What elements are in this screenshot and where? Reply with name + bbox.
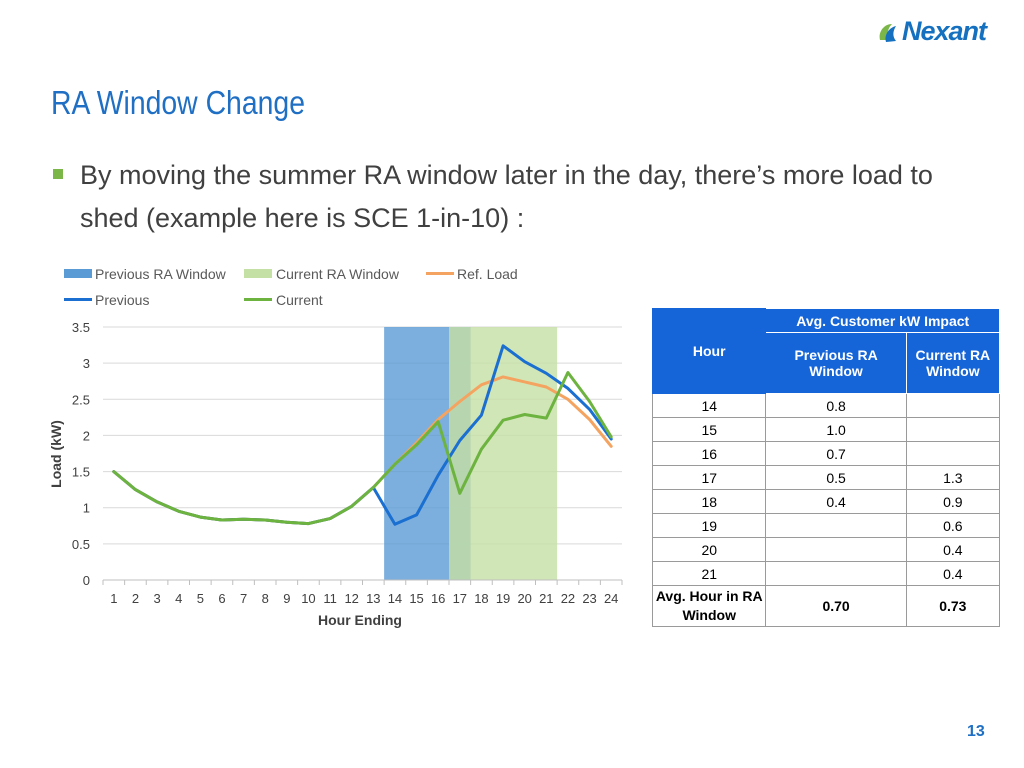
cell-curr: 0.4 (906, 562, 999, 586)
x-tick-label: 10 (301, 591, 316, 606)
y-tick-label: 0 (82, 573, 90, 588)
cell-prev: 0.4 (766, 490, 906, 514)
cell-hour: 20 (653, 538, 766, 562)
table-row (653, 490, 1000, 514)
cell-curr: 0.6 (906, 514, 999, 538)
cell-prev (766, 514, 906, 538)
y-axis-title: Load (kW) (48, 420, 64, 488)
col-header-curr: Current RA Window (906, 333, 999, 394)
cell-hour: 15 (653, 418, 766, 442)
cell-avg-curr: 0.73 (906, 586, 999, 627)
cell-prev: 1.0 (766, 418, 906, 442)
table-row (653, 418, 1000, 442)
legend-label-curr-window: Current RA Window (276, 266, 399, 282)
cell-avg-prev: 0.70 (766, 586, 906, 627)
cell-curr (906, 394, 999, 418)
x-tick-label: 19 (495, 591, 511, 606)
col-super-header: Avg. Customer kW Impact (766, 309, 1000, 333)
x-tick-label: 24 (603, 591, 619, 606)
cell-hour: 19 (653, 514, 766, 538)
impact-table (652, 308, 1000, 627)
x-tick-label: 20 (517, 591, 532, 606)
y-tick-label: 0.5 (71, 536, 90, 552)
x-tick-label: 9 (283, 591, 291, 606)
logo-text: Nexant (902, 16, 987, 46)
cell-hour: 17 (653, 466, 766, 490)
bullet-text: By moving the summer RA window later in the day, there’s more load to shed (example here is SCE 1-in-10) : (80, 160, 933, 233)
cell-curr (906, 418, 999, 442)
x-tick-label: 7 (239, 591, 248, 606)
y-tick-label: 1 (82, 500, 90, 516)
x-tick-label: 21 (539, 591, 554, 606)
y-tick-label: 3.5 (71, 320, 90, 335)
cell-hour: 14 (653, 394, 766, 418)
x-tick-label: 16 (430, 591, 446, 606)
x-tick-label: 5 (196, 591, 204, 606)
cell-curr: 0.4 (906, 538, 999, 562)
table-row (653, 466, 1000, 490)
y-tick-label: 2 (82, 428, 90, 444)
x-tick-label: 3 (153, 591, 161, 606)
y-tick-label: 3 (82, 356, 90, 372)
slide-title: RA Window Change (51, 84, 305, 121)
y-tick-label: 2.5 (71, 392, 90, 408)
x-tick-label: 13 (366, 591, 381, 606)
x-tick-label: 22 (560, 591, 576, 606)
x-tick-label: 4 (175, 591, 183, 606)
cell-hour: 18 (653, 490, 766, 514)
x-tick-label: 1 (110, 591, 118, 606)
col-header-prev: Previous RA Window (766, 333, 906, 394)
legend-label-current: Current (276, 292, 323, 308)
cell-curr: 1.3 (906, 466, 999, 490)
cell-curr (906, 442, 999, 466)
x-tick-label: 15 (409, 591, 424, 606)
table-row (653, 562, 1000, 586)
table-row (653, 394, 1000, 418)
legend-label-previous: Previous (95, 292, 150, 308)
x-tick-label: 18 (474, 591, 489, 606)
x-tick-label: 2 (131, 591, 140, 606)
x-tick-label: 17 (452, 591, 468, 606)
ra-window (449, 327, 557, 580)
x-axis-title: Hour Ending (318, 612, 402, 628)
x-tick-label: 23 (582, 591, 597, 606)
cell-avg-label: Avg. Hour in RA Window (653, 586, 766, 627)
table-row (653, 442, 1000, 466)
cell-hour: 16 (653, 442, 766, 466)
x-tick-label: 14 (387, 591, 403, 606)
x-tick-label: 12 (344, 591, 359, 606)
y-tick-label: 1.5 (71, 464, 90, 480)
cell-prev: 0.8 (766, 394, 906, 418)
table-avg-row (653, 586, 1000, 627)
cell-prev: 0.7 (766, 442, 906, 466)
x-tick-label: 8 (261, 591, 269, 606)
chart-axes (103, 580, 622, 585)
legend-label-ref-load: Ref. Load (457, 266, 518, 282)
cell-prev: 0.5 (766, 466, 906, 490)
col-header-hour: Hour (653, 309, 766, 394)
table-row (653, 538, 1000, 562)
cell-hour: 21 (653, 562, 766, 586)
x-tick-label: 11 (323, 591, 337, 606)
cell-prev (766, 538, 906, 562)
table-header-row-1 (653, 309, 1000, 333)
cell-prev (766, 562, 906, 586)
legend-label-prev-window: Previous RA Window (95, 266, 226, 282)
x-tick-label: 6 (218, 591, 226, 606)
page-number: 13 (967, 723, 985, 740)
table-row (653, 514, 1000, 538)
cell-curr: 0.9 (906, 490, 999, 514)
